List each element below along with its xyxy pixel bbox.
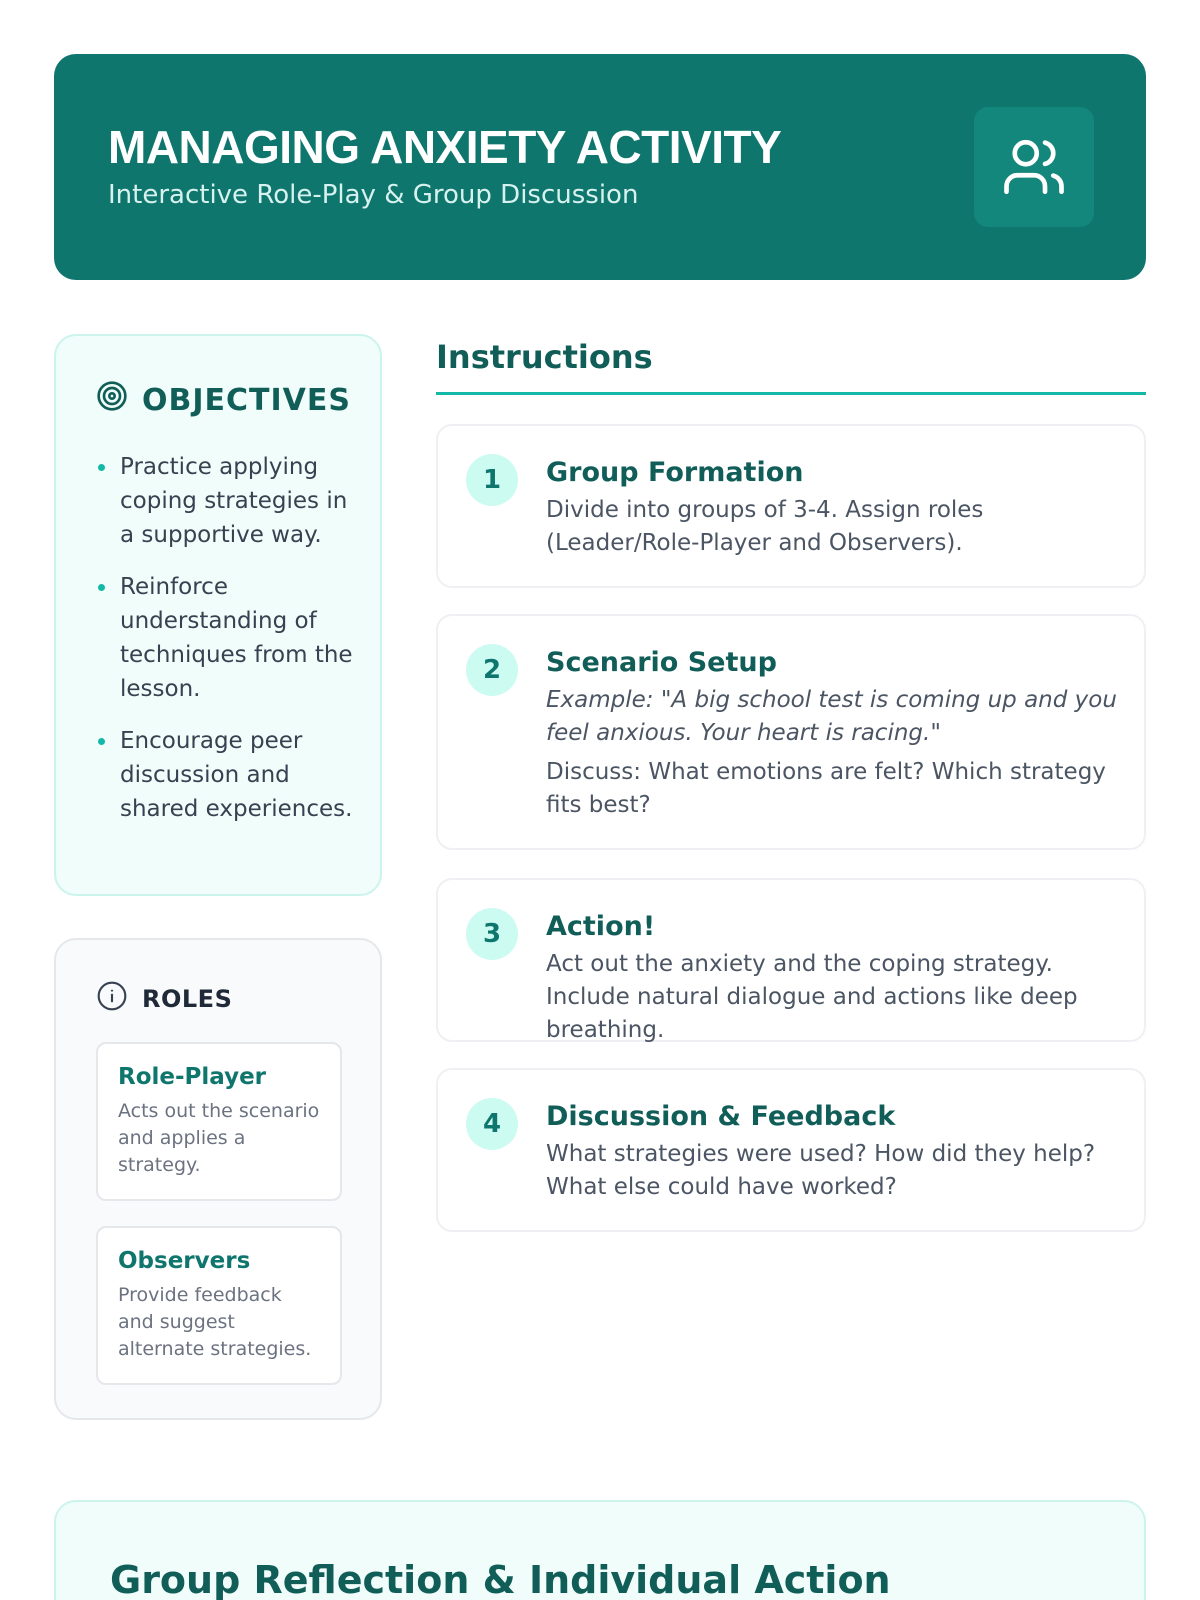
list-item: Reinforce understanding of techniques from the lesson.	[96, 570, 356, 706]
role-description: Acts out the scenario and applies a strategy.	[118, 1100, 320, 1176]
instructions-divider	[436, 392, 1146, 395]
step-card-1	[436, 424, 1146, 588]
role-item-role-player	[96, 1042, 342, 1201]
step-card-4	[436, 1068, 1146, 1232]
step-text: Act out the anxiety and the coping strategy. Include natural dialogue and actions like deep breathing.	[546, 951, 1078, 1043]
page-title: MANAGING ANXIETY ACTIVITY	[108, 121, 782, 173]
list-item: Encourage peer discussion and shared experiences.	[96, 724, 356, 826]
info-icon	[96, 980, 128, 1018]
roles-card	[54, 938, 382, 1420]
role-title: Observers	[118, 1248, 251, 1274]
step-card-3	[436, 878, 1146, 1042]
step-title: Scenario Setup	[546, 647, 777, 678]
roles-heading	[96, 980, 232, 1018]
step-text: What strategies were used? How did they help? What else could have worked?	[546, 1141, 1096, 1200]
step-title: Discussion & Feedback	[546, 1101, 896, 1132]
step-text: Discuss: What emotions are felt? Which strategy fits best?	[546, 759, 1106, 818]
role-description: Provide feedback and suggest alternate strategies.	[118, 1284, 312, 1360]
step-number: 4	[466, 1098, 518, 1150]
page-subtitle: Interactive Role-Play & Group Discussion	[108, 180, 639, 210]
target-icon	[96, 380, 128, 420]
step-text: Divide into groups of 3-4. Assign roles (Leader/Role-Player and Observers).	[546, 497, 984, 556]
step-example: Example: "A big school test is coming up and you feel anxious. Your heart is racing."	[546, 687, 1117, 746]
step-number: 1	[466, 454, 518, 506]
header-banner	[54, 54, 1146, 280]
objectives-heading-label: OBJECTIVES	[142, 382, 351, 418]
users-icon	[974, 107, 1094, 227]
reflection-heading: Group Reflection & Individual Action	[110, 1558, 891, 1600]
step-title: Action!	[546, 911, 656, 942]
list-item: Practice applying coping strategies in a supportive way.	[96, 450, 356, 552]
objectives-list	[96, 450, 356, 844]
role-title: Role-Player	[118, 1064, 267, 1090]
roles-heading-label: ROLES	[142, 985, 233, 1013]
step-number: 3	[466, 908, 518, 960]
step-number: 2	[466, 644, 518, 696]
objectives-card	[54, 334, 382, 896]
reflection-section	[54, 1500, 1146, 1600]
step-title: Group Formation	[546, 457, 804, 488]
role-item-observers	[96, 1226, 342, 1385]
objectives-heading	[96, 380, 351, 420]
instructions-heading: Instructions	[436, 338, 653, 376]
step-card-2	[436, 614, 1146, 850]
